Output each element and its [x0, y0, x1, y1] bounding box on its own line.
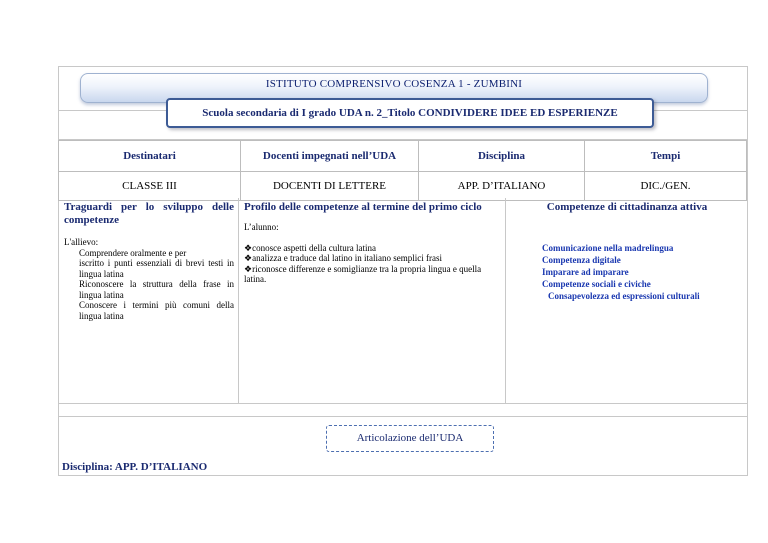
- header-tempi: Tempi: [585, 141, 747, 172]
- traguardi-item: Conoscere i termini più comuni della lingua latina: [79, 300, 234, 321]
- table-header-row: [59, 141, 747, 172]
- cittadinanza-section: [510, 201, 744, 302]
- frame-top-line: [58, 66, 748, 67]
- section-line-2: [58, 416, 748, 417]
- list-item: Competenza digitale: [542, 255, 621, 265]
- traguardi-item: iscritto i punti essenziali di brevi testi in lingua latina: [79, 258, 234, 279]
- table-row: [59, 172, 747, 201]
- institute-title: ISTITUTO COMPRENSIVO COSENZA 1 - ZUMBINI: [265, 78, 523, 90]
- cell-tempi: DIC./GEN.: [585, 172, 747, 201]
- footer-line: [58, 475, 748, 476]
- list-item: [244, 243, 500, 254]
- cittadinanza-title: Competenze di cittadinanza attiva: [546, 201, 708, 213]
- articolazione-box: [326, 425, 494, 452]
- traguardi-item: Riconoscere la struttura della frase in lingua latina: [79, 279, 234, 300]
- section-divider-1: [238, 198, 239, 404]
- header-docenti: Docenti impegnati nell’UDA: [241, 141, 419, 172]
- cell-disciplina: APP. D’ITALIANO: [419, 172, 585, 201]
- articolazione-label: Articolazione dell’UDA: [356, 432, 464, 444]
- header-disciplina: Disciplina: [419, 141, 585, 172]
- profilo-section: [244, 201, 500, 285]
- frame-left-line: [58, 66, 59, 476]
- uda-info-table: [58, 140, 747, 201]
- cell-docenti: DOCENTI DI LETTERE: [241, 172, 419, 201]
- diamond-bullet-icon: ❖: [244, 253, 253, 263]
- list-item: Comunicazione nella madrelingua: [542, 243, 674, 253]
- section-divider-2: [505, 198, 506, 404]
- cell-destinatari: CLASSE III: [59, 172, 241, 201]
- frame-right-line: [747, 66, 748, 476]
- profilo-item: analizza e traduce dal latino in italiano semplici frasi: [252, 253, 442, 263]
- traguardi-section: [64, 201, 234, 321]
- diamond-bullet-icon: ❖: [244, 242, 253, 253]
- school-uda-title: Scuola secondaria di I grado UDA n. 2_Titolo CONDIVIDERE IDEE ED ESPERIENZE: [202, 107, 618, 119]
- profilo-item: riconosce differenze e somiglianze tra la propria lingua e quella latina.: [244, 263, 482, 284]
- header-destinatari: Destinatari: [59, 141, 241, 172]
- profilo-intro: L’alunno:: [244, 222, 279, 232]
- list-item: Imparare ad imparare: [542, 267, 629, 277]
- disciplina-footer: Disciplina: APP. D’ITALIANO: [62, 461, 208, 473]
- diamond-bullet-icon: ❖: [244, 263, 253, 274]
- traguardi-intro: L'allievo:: [64, 237, 99, 247]
- section-bottom-line: [58, 403, 748, 404]
- traguardi-item: Comprendere oralmente e per: [79, 247, 187, 258]
- list-item: Competenze sociali e civiche: [542, 279, 651, 289]
- profilo-title: Profilo delle competenze al termine del primo ciclo: [244, 201, 482, 213]
- list-item: [244, 253, 500, 264]
- list-item: Consapevolezza ed espressioni culturali: [548, 291, 700, 301]
- school-uda-title-box: [166, 98, 654, 128]
- profilo-item: conosce aspetti della cultura latina: [252, 242, 377, 253]
- list-item: [244, 264, 500, 285]
- traguardi-title: Traguardi per lo sviluppo delle competenze: [64, 201, 234, 226]
